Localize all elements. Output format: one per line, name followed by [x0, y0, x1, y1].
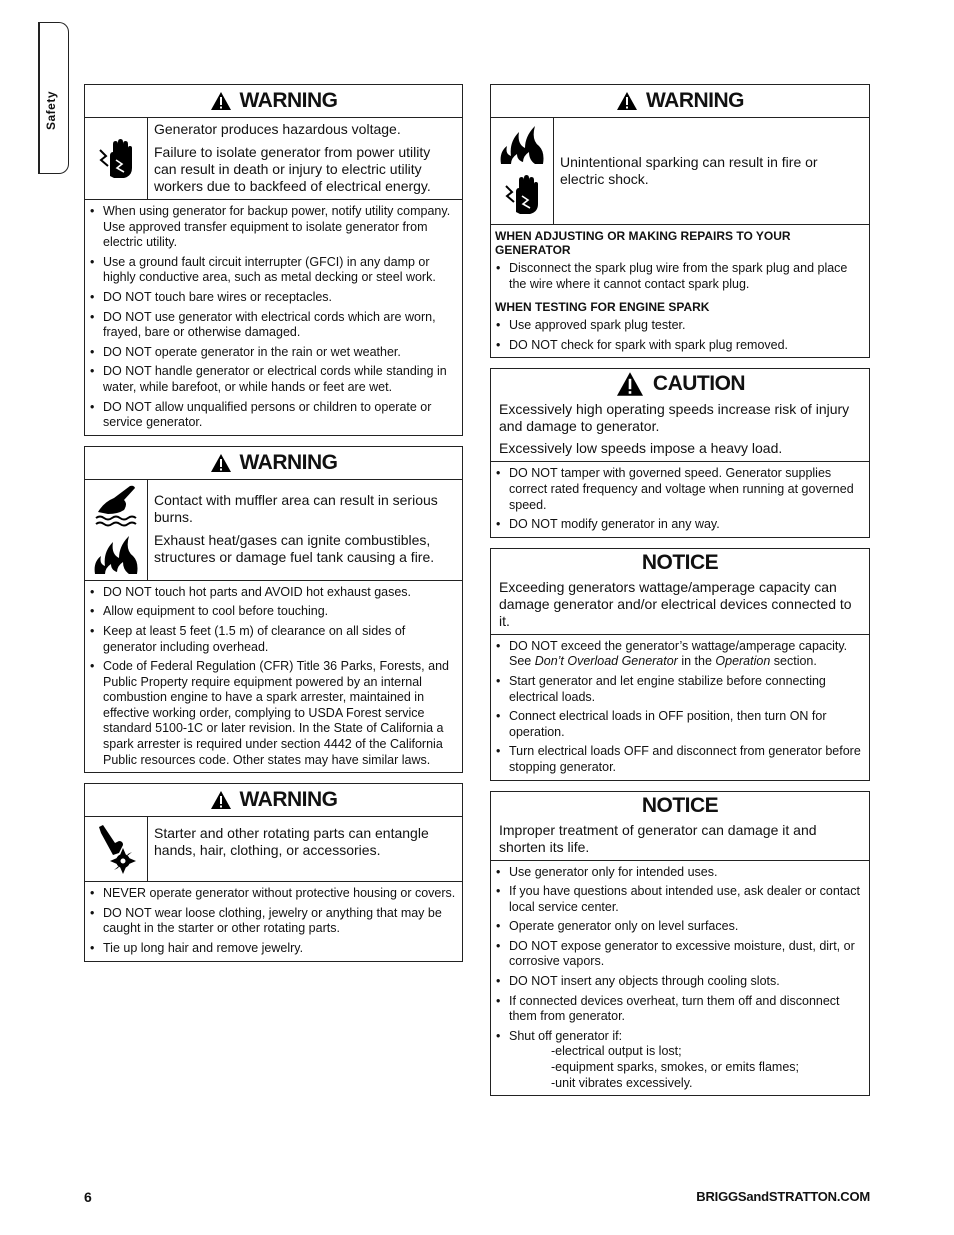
hazard-line: Failure to isolate generator from power utility can result in death or injury to electric utility workers due to backfeed of electrical energy.: [154, 144, 431, 194]
bullet-list: [85, 581, 462, 773]
list-item: • NEVER operate generator without protective housing or covers.: [89, 886, 456, 902]
list-item-text: in the: [677, 654, 716, 669]
notice-panel-treatment: [490, 791, 870, 1097]
list-item: • Allow equipment to cool before touching.: [89, 604, 456, 620]
warning-triangle-icon: [210, 453, 232, 473]
sub-item: -equipment sparks, smokes, or emits flames;: [551, 1060, 799, 1075]
panel-title: WARNING: [239, 788, 338, 812]
list-item: • Disconnect the spark plug wire from the spark plug and place the wire where it cannot contact spark plug.: [495, 261, 863, 292]
panel-title: NOTICE: [641, 793, 719, 817]
list-item: • DO NOT wear loose clothing, jewelry or anything that may be caught in the starter or other rotating parts.: [89, 906, 456, 937]
hot-surface-icon: [90, 484, 142, 528]
list-item: • DO NOT modify generator in any way.: [495, 517, 863, 533]
notice-description: [491, 820, 869, 861]
hazard-line: Contact with muffler area can result in serious burns.: [154, 491, 438, 525]
list-item: • Use a ground fault circuit interrupter (GFCI) in any damp or highly conductive area, such as metal decking or steel work.: [89, 255, 456, 286]
hazard-line: Starter and other rotating parts can entangle hands, hair, clothing, or accessories.: [154, 825, 429, 859]
hazard-line: Generator produces hazardous voltage.: [154, 121, 401, 137]
page-number: 6: [84, 1189, 92, 1205]
list-item: • DO NOT operate generator in the rain or wet weather.: [89, 345, 456, 361]
list-item: • DO NOT touch hot parts and AVOID hot exhaust gases.: [89, 585, 456, 601]
rotating-parts-icon: [85, 817, 148, 881]
hazard-line: Exhaust heat/gases can ignite combustibles, structures or damage fuel tank causing a fire.: [154, 531, 435, 565]
caution-description: [491, 399, 869, 462]
panel-title: WARNING: [646, 89, 744, 112]
list-item: • Start generator and let engine stabilize before connecting electrical loads.: [495, 674, 863, 705]
list-item: • DO NOT insert any objects through cooling slots.: [495, 974, 863, 990]
cross-reference: Don’t Overload Generator: [534, 654, 678, 669]
list-item: • If connected devices overheat, turn them off and disconnect them from generator.: [495, 994, 863, 1025]
warning-panel-spark: [490, 84, 870, 358]
list-item-text: DO NOT exceed the generator’s wattage/amperage capacity. See: [509, 638, 848, 669]
list-item: • Use generator only for intended uses.: [495, 865, 863, 881]
panel-header: [85, 784, 462, 817]
warning-triangle-icon: [615, 371, 645, 397]
list-item: • Tie up long hair and remove jewelry.: [89, 941, 456, 957]
list-item: • DO NOT allow unqualified persons or children to operate or service generator.: [89, 400, 456, 431]
electric-shock-hand-icon: [85, 118, 148, 199]
list-item: • Code of Federal Regulation (CFR) Title 36 Parks, Forests, and Public Property require equipment powered by an internal combustion engine to have a spark arrester, maintained in effective working order, complying to USDA Forest service standard 5100-1C or later revision. In the State of California a spark arrester is required under section 4442 of the California Public resources code. Other states may have similar laws.: [89, 659, 456, 768]
section-tab-edge: [38, 22, 40, 174]
right-column: [490, 84, 870, 1106]
section-tab-label: Safety: [44, 90, 58, 130]
panel-header: [491, 549, 869, 577]
bullet-list: [491, 462, 869, 536]
warning-triangle-icon: [616, 91, 638, 111]
warning-panel-electrical: [84, 84, 463, 436]
subheading: WHEN TESTING FOR ENGINE SPARK: [495, 300, 710, 315]
warning-triangle-icon: [210, 91, 232, 111]
list-item-text: Shut off generator if:: [509, 1028, 623, 1043]
description-line: Improper treatment of generator can damage it and shorten its life.: [499, 821, 817, 855]
panel-header: [491, 792, 869, 820]
notice-panel-capacity: [490, 548, 870, 781]
subheading: WHEN ADJUSTING OR MAKING REPAIRS TO YOUR GENERATOR: [495, 229, 791, 257]
hazard-description: [148, 118, 462, 199]
list-item: • DO NOT use generator with electrical cords which are worn, frayed, bare or otherwise damaged.: [89, 310, 456, 341]
bullet-list: [491, 259, 869, 296]
website-link: BRIGGSandSTRATTON.COM: [696, 1189, 870, 1204]
list-item: [495, 639, 863, 670]
sub-item: -electrical output is lost;: [551, 1044, 682, 1059]
hazard-icons: [491, 118, 554, 224]
caution-panel: [490, 368, 870, 537]
hazard-line: Unintentional sparking can result in fire or electric shock.: [560, 153, 818, 187]
panel-header: [491, 369, 869, 399]
description-line: Excessively low speeds impose a heavy load.: [499, 440, 783, 457]
electric-shock-hand-icon: [502, 170, 542, 220]
fire-icon: [496, 122, 548, 166]
bullet-list: [85, 882, 462, 960]
cross-reference: Operation: [715, 654, 771, 669]
list-item: • DO NOT touch bare wires or receptacles.: [89, 290, 456, 306]
panel-header: [491, 85, 869, 118]
hazard-description: [554, 118, 869, 224]
list-item: [495, 1029, 863, 1091]
warning-panel-burn: [84, 446, 463, 774]
description-line: Excessively high operating speeds increase risk of injury and damage to generator.: [499, 401, 850, 435]
list-item: • DO NOT expose generator to excessive moisture, dust, dirt, or corrosive vapors.: [495, 939, 863, 970]
list-item: • Operate generator only on level surfaces.: [495, 919, 863, 935]
list-item: • Keep at least 5 feet (1.5 m) of clearance on all sides of generator including overhead.: [89, 624, 456, 655]
panel-title: CAUTION: [652, 372, 746, 396]
fire-icon: [91, 532, 141, 576]
list-item-text: section.: [770, 654, 817, 669]
panel-header: [85, 85, 462, 118]
panel-title: WARNING: [239, 450, 338, 474]
list-item: • Use approved spark plug tester.: [495, 318, 863, 334]
list-item: • DO NOT handle generator or electrical cords while standing in water, while barefoot, or while hands or feet are wet.: [89, 364, 456, 395]
hazard-row: [85, 480, 462, 581]
description-line: Exceeding generators wattage/amperage capacity can damage generator and/or electrical devices connected to it.: [499, 578, 852, 629]
warning-triangle-icon: [210, 790, 232, 810]
warning-panel-entanglement: [84, 783, 463, 961]
list-item: • When using generator for backup power, notify utility company. Use approved transfer equipment to isolate generator from electric utility.: [89, 204, 456, 251]
hazard-description: [148, 817, 462, 881]
list-item: • If you have questions about intended use, ask dealer or contact local service center.: [495, 884, 863, 915]
list-item: • Turn electrical loads OFF and disconnect from generator before stopping generator.: [495, 744, 863, 775]
bullet-list: [491, 316, 869, 357]
hazard-row: [85, 817, 462, 882]
bullet-list: [491, 635, 869, 780]
list-item: • DO NOT tamper with governed speed. Generator supplies correct rated frequency and voltage when running at governed speed.: [495, 466, 863, 513]
panel-title: WARNING: [239, 89, 338, 112]
hazard-row: [491, 118, 869, 225]
bullet-list: [491, 861, 869, 1096]
hazard-row: [85, 118, 462, 200]
left-column: [84, 84, 463, 972]
hazard-icons: [85, 480, 148, 580]
list-item: • Connect electrical loads in OFF position, then turn ON for operation.: [495, 709, 863, 740]
hazard-description: [148, 480, 462, 580]
notice-description: [491, 577, 869, 635]
list-item: • DO NOT check for spark with spark plug removed.: [495, 338, 863, 354]
panel-header: [85, 447, 462, 480]
sub-item: -unit vibrates excessively.: [551, 1075, 693, 1090]
panel-title: NOTICE: [641, 550, 719, 574]
bullet-list: [85, 200, 462, 435]
